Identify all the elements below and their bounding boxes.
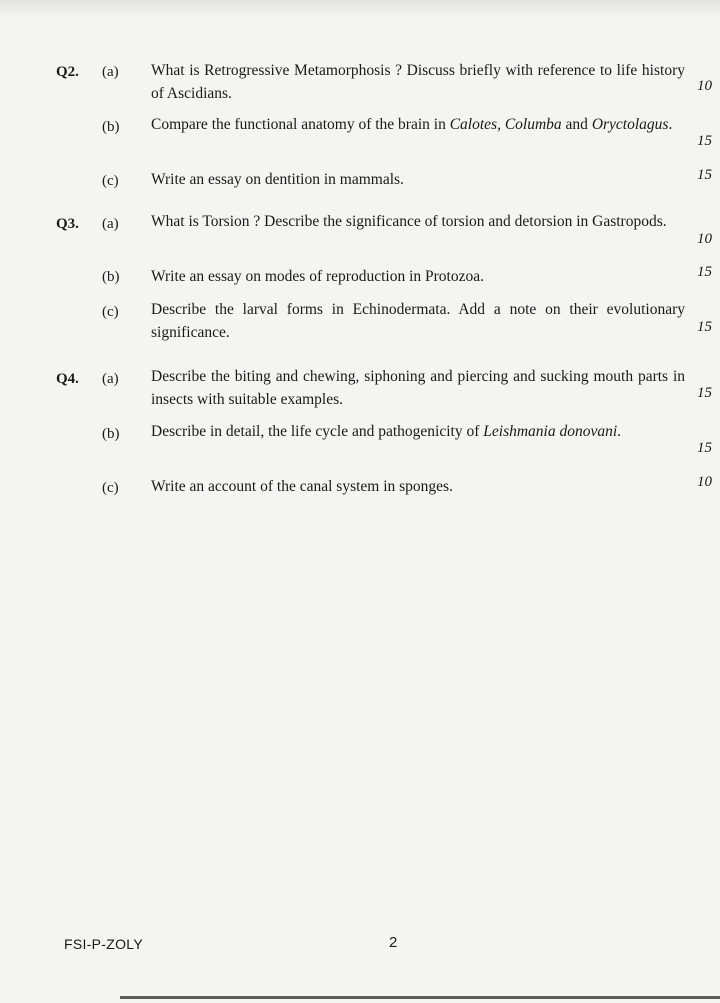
marks: 15 — [697, 319, 712, 335]
marks: 10 — [697, 231, 712, 247]
question-number: Q2. — [56, 64, 79, 80]
part-text: Write an account of the canal system in sponges. — [151, 478, 453, 495]
part-text: Write an essay on dentition in mammals. — [151, 171, 404, 188]
part-label: (c) — [102, 480, 119, 496]
species-name: Oryctolagus — [591, 116, 669, 133]
part-label: (c) — [102, 173, 119, 189]
part-text: Describe the larval forms in Echinodermata. Add a note on their evolutionary significance. — [151, 301, 685, 341]
part-text: Describe in detail, the life cycle and pathogenicity of Leishmania donovani. — [151, 423, 622, 440]
paper-code: FSI-P-ZOLY — [64, 936, 143, 952]
marks: 15 — [697, 440, 712, 456]
part-label: (b) — [102, 119, 120, 135]
question-number: Q4. — [56, 371, 79, 387]
part-text: Compare the functional anatomy of the brain in Calotes, Columba and Oryctolagus. — [151, 116, 673, 133]
page-number: 2 — [389, 934, 398, 951]
part-label: (a) — [102, 64, 119, 80]
part-text: What is Retrogressive Metamorphosis ? Discuss briefly with reference to life history of Ascidians. — [151, 62, 685, 102]
marks: 15 — [697, 133, 712, 149]
part-label: (a) — [102, 216, 119, 232]
part-label: (b) — [102, 426, 120, 442]
species-name: Calotes, Columba — [449, 116, 562, 133]
question-number: Q3. — [56, 216, 79, 232]
part-label: (a) — [102, 371, 119, 387]
scan-bottom-edge — [120, 996, 720, 999]
part-label: (c) — [102, 304, 119, 320]
marks: 15 — [697, 385, 712, 401]
species-name: Leishmania donovani — [483, 423, 618, 440]
marks: 10 — [697, 474, 712, 490]
marks: 15 — [697, 264, 712, 280]
part-label: (b) — [102, 269, 120, 285]
part-text: Write an essay on modes of reproduction in Protozoa. — [151, 268, 484, 285]
part-text: What is Torsion ? Describe the significance of torsion and detorsion in Gastropods. — [151, 213, 667, 230]
marks: 10 — [697, 78, 712, 94]
marks: 15 — [697, 167, 712, 183]
part-text: Describe the biting and chewing, siphoning and piercing and sucking mouth parts in insects with suitable examples. — [151, 368, 685, 408]
